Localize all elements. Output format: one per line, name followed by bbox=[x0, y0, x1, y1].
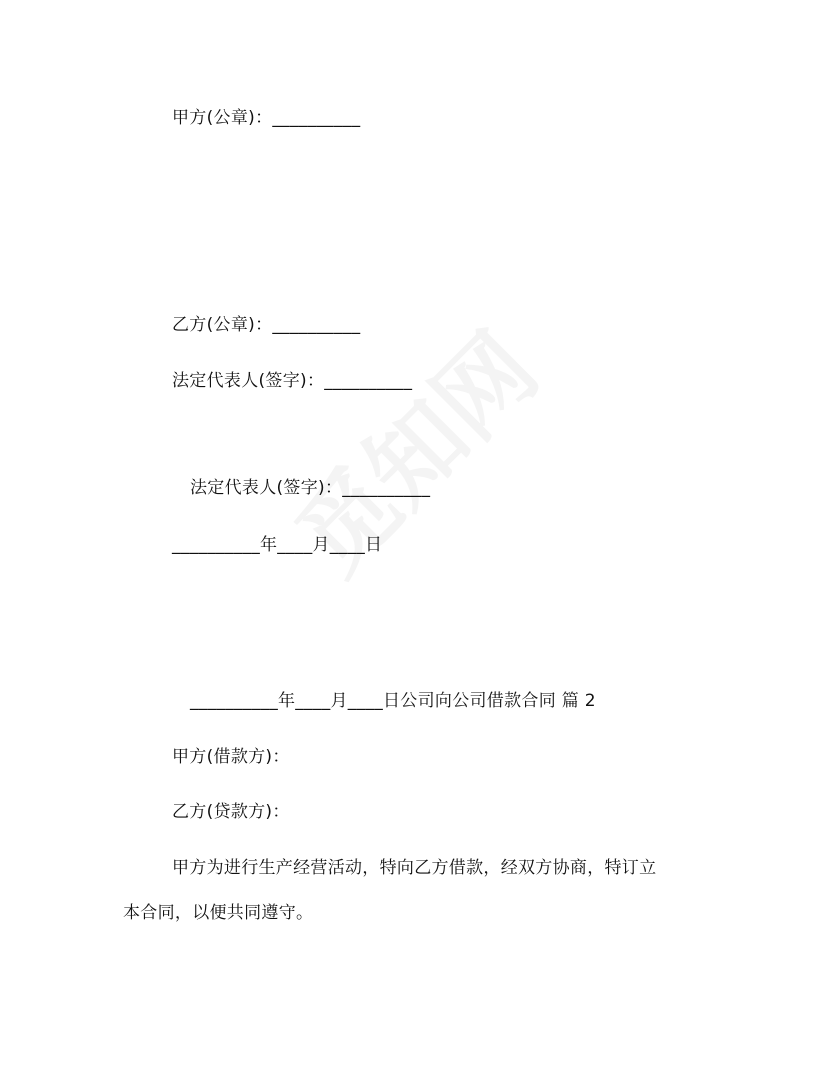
party-a-seal-line: 甲方(公章)：__________ bbox=[172, 108, 361, 128]
legal-representative-line-indented: 法定代表人(签字)：__________ bbox=[190, 478, 431, 498]
date-line: __________年____月____日 bbox=[172, 535, 383, 555]
body-paragraph-line-2: 本合同，以便共同遵守。 bbox=[123, 903, 314, 923]
party-b-lender-line: 乙方(贷款方)： bbox=[172, 802, 290, 822]
party-b-seal-line: 乙方(公章)：__________ bbox=[172, 315, 361, 335]
party-a-borrower-line: 甲方(借款方)： bbox=[172, 747, 290, 767]
contract-heading: __________年____月____日公司向公司借款合同 篇 2 bbox=[190, 691, 596, 711]
body-paragraph-line-1: 甲方为进行生产经营活动，特向乙方借款，经双方协商，特订立 bbox=[172, 858, 657, 878]
legal-representative-line: 法定代表人(签字)：__________ bbox=[172, 371, 413, 391]
